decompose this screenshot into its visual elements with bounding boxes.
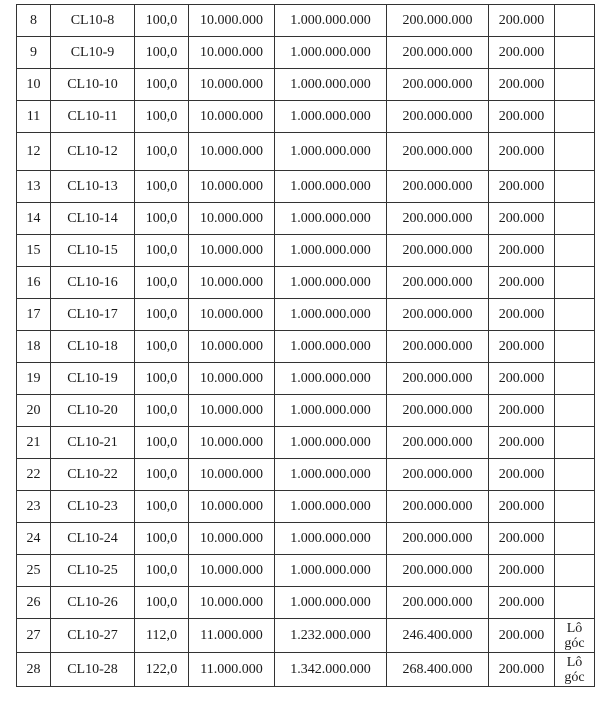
- table-row: [17, 267, 595, 299]
- land-value-cell: 1.000.000.000: [275, 171, 387, 203]
- lot-code-cell: CL10-13: [51, 171, 135, 203]
- table-row: [17, 331, 595, 363]
- note-cell: [555, 523, 595, 555]
- value-cell: 200.000.000: [387, 363, 489, 395]
- lot-code-cell: CL10-25: [51, 555, 135, 587]
- area-cell: 100,0: [135, 101, 189, 133]
- deposit-cell: 200.000: [489, 331, 555, 363]
- table-row: [17, 653, 595, 687]
- area-cell: 100,0: [135, 5, 189, 37]
- area-cell: 100,0: [135, 395, 189, 427]
- table-row: [17, 555, 595, 587]
- lot-code-cell: CL10-19: [51, 363, 135, 395]
- land-value-cell: 1.000.000.000: [275, 459, 387, 491]
- land-value-cell: 1.000.000.000: [275, 133, 387, 171]
- unit-price-cell: 10.000.000: [189, 395, 275, 427]
- unit-price-cell: 10.000.000: [189, 37, 275, 69]
- row-number-cell: 17: [17, 299, 51, 331]
- unit-price-cell: 10.000.000: [189, 235, 275, 267]
- note-cell: Lô góc: [555, 653, 595, 687]
- land-value-cell: 1.000.000.000: [275, 37, 387, 69]
- unit-price-cell: 10.000.000: [189, 555, 275, 587]
- lot-code-cell: CL10-14: [51, 203, 135, 235]
- unit-price-cell: 10.000.000: [189, 133, 275, 171]
- note-cell: [555, 101, 595, 133]
- table-row: [17, 587, 595, 619]
- note-cell: [555, 203, 595, 235]
- land-value-cell: 1.000.000.000: [275, 523, 387, 555]
- row-number-cell: 28: [17, 653, 51, 687]
- row-number-cell: 11: [17, 101, 51, 133]
- deposit-cell: 200.000: [489, 523, 555, 555]
- land-value-cell: 1.000.000.000: [275, 363, 387, 395]
- land-value-cell: 1.000.000.000: [275, 491, 387, 523]
- unit-price-cell: 10.000.000: [189, 459, 275, 491]
- table-row: [17, 235, 595, 267]
- lot-code-cell: CL10-8: [51, 5, 135, 37]
- area-cell: 100,0: [135, 459, 189, 491]
- lot-code-cell: CL10-9: [51, 37, 135, 69]
- value-cell: 200.000.000: [387, 203, 489, 235]
- land-value-cell: 1.000.000.000: [275, 299, 387, 331]
- unit-price-cell: 10.000.000: [189, 427, 275, 459]
- unit-price-cell: 10.000.000: [189, 363, 275, 395]
- note-cell: [555, 235, 595, 267]
- deposit-cell: 200.000: [489, 363, 555, 395]
- deposit-cell: 200.000: [489, 171, 555, 203]
- land-value-cell: 1.000.000.000: [275, 69, 387, 101]
- land-value-cell: 1.000.000.000: [275, 395, 387, 427]
- land-value-cell: 1.000.000.000: [275, 235, 387, 267]
- lot-code-cell: CL10-20: [51, 395, 135, 427]
- table-row: [17, 523, 595, 555]
- land-value-cell: 1.000.000.000: [275, 203, 387, 235]
- row-number-cell: 21: [17, 427, 51, 459]
- value-cell: 200.000.000: [387, 459, 489, 491]
- value-cell: 200.000.000: [387, 171, 489, 203]
- area-cell: 100,0: [135, 523, 189, 555]
- deposit-cell: 200.000: [489, 299, 555, 331]
- area-cell: 100,0: [135, 363, 189, 395]
- unit-price-cell: 11.000.000: [189, 653, 275, 687]
- value-cell: 200.000.000: [387, 299, 489, 331]
- unit-price-cell: 10.000.000: [189, 101, 275, 133]
- table-row: [17, 363, 595, 395]
- area-cell: 122,0: [135, 653, 189, 687]
- note-cell: Lô góc: [555, 619, 595, 653]
- deposit-cell: 200.000: [489, 101, 555, 133]
- area-cell: 100,0: [135, 555, 189, 587]
- value-cell: 200.000.000: [387, 491, 489, 523]
- unit-price-cell: 10.000.000: [189, 299, 275, 331]
- lot-code-cell: CL10-11: [51, 101, 135, 133]
- row-number-cell: 26: [17, 587, 51, 619]
- table-row: [17, 299, 595, 331]
- unit-price-cell: 11.000.000: [189, 619, 275, 653]
- area-cell: 100,0: [135, 37, 189, 69]
- table-row: [17, 133, 595, 171]
- note-cell: [555, 395, 595, 427]
- unit-price-cell: 10.000.000: [189, 491, 275, 523]
- deposit-cell: 200.000: [489, 37, 555, 69]
- value-cell: 200.000.000: [387, 235, 489, 267]
- table-row: [17, 101, 595, 133]
- value-cell: 200.000.000: [387, 69, 489, 101]
- value-cell: 200.000.000: [387, 427, 489, 459]
- value-cell: 200.000.000: [387, 37, 489, 69]
- value-cell: 200.000.000: [387, 133, 489, 171]
- row-number-cell: 18: [17, 331, 51, 363]
- row-number-cell: 8: [17, 5, 51, 37]
- lot-code-cell: CL10-23: [51, 491, 135, 523]
- lot-code-cell: CL10-24: [51, 523, 135, 555]
- land-value-cell: 1.232.000.000: [275, 619, 387, 653]
- value-cell: 200.000.000: [387, 395, 489, 427]
- value-cell: 200.000.000: [387, 101, 489, 133]
- deposit-cell: 200.000: [489, 491, 555, 523]
- lot-code-cell: CL10-26: [51, 587, 135, 619]
- deposit-cell: 200.000: [489, 427, 555, 459]
- row-number-cell: 19: [17, 363, 51, 395]
- area-cell: 100,0: [135, 427, 189, 459]
- lot-code-cell: CL10-12: [51, 133, 135, 171]
- note-cell: [555, 299, 595, 331]
- table-row: [17, 619, 595, 653]
- unit-price-cell: 10.000.000: [189, 69, 275, 101]
- lot-code-cell: CL10-22: [51, 459, 135, 491]
- area-cell: 100,0: [135, 203, 189, 235]
- row-number-cell: 15: [17, 235, 51, 267]
- row-number-cell: 20: [17, 395, 51, 427]
- row-number-cell: 12: [17, 133, 51, 171]
- value-cell: 200.000.000: [387, 267, 489, 299]
- note-cell: [555, 555, 595, 587]
- area-cell: 100,0: [135, 587, 189, 619]
- deposit-cell: 200.000: [489, 5, 555, 37]
- lot-code-cell: CL10-10: [51, 69, 135, 101]
- table-row: [17, 37, 595, 69]
- area-cell: 100,0: [135, 133, 189, 171]
- area-cell: 100,0: [135, 171, 189, 203]
- deposit-cell: 200.000: [489, 619, 555, 653]
- row-number-cell: 14: [17, 203, 51, 235]
- table-row: [17, 395, 595, 427]
- land-value-cell: 1.000.000.000: [275, 267, 387, 299]
- unit-price-cell: 10.000.000: [189, 523, 275, 555]
- land-value-cell: 1.000.000.000: [275, 101, 387, 133]
- deposit-cell: 200.000: [489, 235, 555, 267]
- row-number-cell: 9: [17, 37, 51, 69]
- deposit-cell: 200.000: [489, 395, 555, 427]
- land-value-cell: 1.000.000.000: [275, 555, 387, 587]
- land-value-cell: 1.000.000.000: [275, 331, 387, 363]
- row-number-cell: 16: [17, 267, 51, 299]
- lot-code-cell: CL10-27: [51, 619, 135, 653]
- note-cell: [555, 133, 595, 171]
- area-cell: 100,0: [135, 267, 189, 299]
- value-cell: 200.000.000: [387, 5, 489, 37]
- table-row: [17, 491, 595, 523]
- area-cell: 100,0: [135, 235, 189, 267]
- note-cell: [555, 427, 595, 459]
- value-cell: 200.000.000: [387, 587, 489, 619]
- area-cell: 100,0: [135, 299, 189, 331]
- value-cell: 246.400.000: [387, 619, 489, 653]
- deposit-cell: 200.000: [489, 587, 555, 619]
- table-row: [17, 171, 595, 203]
- note-cell: [555, 587, 595, 619]
- note-cell: [555, 331, 595, 363]
- land-value-cell: 1.000.000.000: [275, 427, 387, 459]
- row-number-cell: 10: [17, 69, 51, 101]
- area-cell: 112,0: [135, 619, 189, 653]
- lot-code-cell: CL10-28: [51, 653, 135, 687]
- note-cell: [555, 459, 595, 491]
- deposit-cell: 200.000: [489, 459, 555, 491]
- table-row: [17, 427, 595, 459]
- lot-code-cell: CL10-21: [51, 427, 135, 459]
- unit-price-cell: 10.000.000: [189, 203, 275, 235]
- deposit-cell: 200.000: [489, 133, 555, 171]
- deposit-cell: 200.000: [489, 203, 555, 235]
- table-row: [17, 69, 595, 101]
- lot-code-cell: CL10-18: [51, 331, 135, 363]
- unit-price-cell: 10.000.000: [189, 267, 275, 299]
- unit-price-cell: 10.000.000: [189, 587, 275, 619]
- land-lot-table: [16, 4, 595, 687]
- land-value-cell: 1.000.000.000: [275, 5, 387, 37]
- unit-price-cell: 10.000.000: [189, 331, 275, 363]
- note-cell: [555, 267, 595, 299]
- value-cell: 268.400.000: [387, 653, 489, 687]
- note-cell: [555, 69, 595, 101]
- row-number-cell: 22: [17, 459, 51, 491]
- table-body: [17, 5, 595, 687]
- value-cell: 200.000.000: [387, 331, 489, 363]
- table-row: [17, 459, 595, 491]
- land-value-cell: 1.342.000.000: [275, 653, 387, 687]
- area-cell: 100,0: [135, 491, 189, 523]
- note-cell: [555, 491, 595, 523]
- value-cell: 200.000.000: [387, 523, 489, 555]
- lot-code-cell: CL10-16: [51, 267, 135, 299]
- row-number-cell: 25: [17, 555, 51, 587]
- deposit-cell: 200.000: [489, 69, 555, 101]
- deposit-cell: 200.000: [489, 653, 555, 687]
- unit-price-cell: 10.000.000: [189, 5, 275, 37]
- lot-code-cell: CL10-17: [51, 299, 135, 331]
- value-cell: 200.000.000: [387, 555, 489, 587]
- note-cell: [555, 37, 595, 69]
- area-cell: 100,0: [135, 331, 189, 363]
- deposit-cell: 200.000: [489, 555, 555, 587]
- deposit-cell: 200.000: [489, 267, 555, 299]
- unit-price-cell: 10.000.000: [189, 171, 275, 203]
- area-cell: 100,0: [135, 69, 189, 101]
- land-value-cell: 1.000.000.000: [275, 587, 387, 619]
- table-row: [17, 5, 595, 37]
- row-number-cell: 23: [17, 491, 51, 523]
- lot-code-cell: CL10-15: [51, 235, 135, 267]
- note-cell: [555, 171, 595, 203]
- note-cell: [555, 5, 595, 37]
- row-number-cell: 13: [17, 171, 51, 203]
- row-number-cell: 24: [17, 523, 51, 555]
- table-row: [17, 203, 595, 235]
- note-cell: [555, 363, 595, 395]
- row-number-cell: 27: [17, 619, 51, 653]
